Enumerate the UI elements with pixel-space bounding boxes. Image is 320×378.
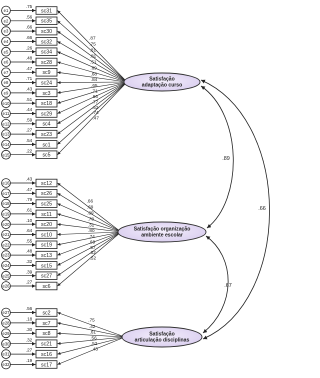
error-label: e17 — [2, 190, 10, 196]
latent-factor-label: adaptação curso — [141, 82, 183, 89]
factor-loading-label: .75 — [88, 317, 95, 323]
factor-loading-label: .69 — [88, 239, 96, 245]
observed-item-label: sc4 — [42, 121, 51, 128]
observed-item-label: sc23 — [41, 132, 52, 138]
r-squared-label: .66 — [25, 35, 33, 40]
r-squared-label: .27 — [25, 347, 33, 353]
observed-item-label: sc29 — [41, 111, 52, 118]
factor-loading-label: .84 — [90, 77, 98, 83]
latent-factor-label: Satisfação — [149, 331, 175, 338]
observed-item-label: sc21 — [41, 341, 52, 348]
r-squared-label: .54 — [25, 138, 33, 143]
observed-item-label: sc13 — [41, 253, 52, 259]
observed-item-label: sc35 — [41, 18, 52, 25]
error-label: e18 — [2, 201, 10, 207]
error-label: e5 — [3, 49, 9, 55]
error-label: e1 — [3, 8, 9, 14]
error-label: e9 — [3, 90, 9, 96]
latent-factor-label: ambiente escolar — [141, 232, 183, 239]
factor-loading-label: .71 — [91, 88, 98, 94]
error-label: e26 — [2, 283, 10, 289]
error-label: e31 — [2, 351, 10, 357]
factor-loading-label: .74 — [92, 110, 99, 116]
r-squared-label: .44 — [25, 107, 33, 113]
factor-loading-label: .31 — [87, 222, 95, 228]
r-squared-label: .79 — [25, 197, 33, 203]
error-label: e29 — [2, 330, 10, 336]
error-label: e28 — [2, 320, 10, 326]
r-squared-label: .18 — [25, 316, 33, 322]
error-label: e21 — [2, 232, 10, 238]
error-label: e27 — [2, 310, 10, 316]
nodes-layer — [2, 4, 206, 369]
r-squared-label: .43 — [25, 176, 33, 182]
r-squared-label: .19 — [25, 358, 33, 364]
observed-item-label: sc6 — [42, 283, 51, 290]
factor-loading-label: .52 — [90, 341, 98, 347]
factor-loading-label: .75 — [89, 41, 96, 47]
observed-item-label: sc30 — [41, 29, 52, 35]
factor-loading-label: .81 — [89, 47, 97, 53]
observed-item-label: sc3 — [42, 90, 51, 97]
factor-loading-label: .89 — [87, 210, 94, 216]
error-label: e13 — [2, 131, 10, 137]
r-squared-label: .71 — [25, 76, 33, 82]
error-label: e30 — [2, 341, 10, 347]
error-label: e23 — [2, 252, 10, 258]
error-label: e20 — [2, 221, 10, 227]
factor-loading-label: .52 — [89, 255, 97, 261]
r-squared-label: .39 — [25, 269, 33, 275]
observed-item-label: sc18 — [41, 101, 52, 108]
r-squared-label: .32 — [25, 337, 33, 343]
r-squared-label: .22 — [25, 148, 33, 154]
r-squared-label: .26 — [25, 45, 33, 51]
r-squared-label: .48 — [25, 248, 33, 254]
observed-item-label: sc32 — [41, 39, 52, 46]
correlation-value: .66 — [258, 206, 266, 212]
r-squared-label: .55 — [25, 238, 33, 244]
observed-item-label: sc25 — [41, 201, 52, 208]
r-squared-label: .66 — [25, 24, 33, 30]
error-label: e4 — [3, 39, 9, 44]
correlation-value: .89 — [222, 156, 230, 162]
r-squared-label: .43 — [25, 86, 33, 92]
observed-item-label: sc34 — [41, 49, 52, 56]
factor-loading-label: .87 — [89, 35, 96, 41]
r-squared-label: .64 — [25, 228, 33, 234]
observed-item-label: sc15 — [41, 263, 52, 270]
observed-item-label: sc17 — [41, 362, 52, 369]
factor-loading-label: .66 — [91, 93, 98, 99]
latent-factor-label: Satisfação organização — [133, 226, 191, 233]
error-label: e8 — [3, 80, 9, 86]
r-squared-label: .75 — [25, 4, 33, 10]
factor-loading-label: .52 — [92, 104, 99, 110]
factor-loading-label: .69 — [86, 204, 94, 210]
observed-item-label: sc11 — [41, 211, 52, 218]
error-label: e2 — [3, 18, 9, 24]
r-squared-label: .10 — [25, 217, 33, 223]
error-label: e6 — [3, 59, 9, 65]
error-label: e7 — [3, 69, 9, 75]
error-label: e25 — [2, 273, 10, 279]
observed-item-label: sc16 — [41, 352, 52, 358]
factor-loading-label: .51 — [90, 59, 97, 65]
factor-loading-label: .62 — [89, 250, 96, 256]
correlation-layer — [201, 80, 270, 339]
factor-loading-label: .56 — [90, 335, 97, 341]
factor-loading-label: .78 — [87, 216, 94, 222]
r-squared-label: .48 — [25, 55, 33, 61]
observed-item-label: sc1 — [42, 142, 51, 149]
observed-item-label: sc27 — [41, 273, 52, 280]
error-label: e10 — [2, 100, 10, 106]
error-label: e24 — [2, 263, 10, 268]
error-label: e11 — [2, 111, 10, 117]
r-squared-label: .47 — [25, 186, 33, 192]
factor-loading-label: .66 — [86, 198, 94, 204]
observed-item-label: sc20 — [41, 222, 52, 229]
observed-item-label: sc2 — [42, 310, 51, 317]
observed-item-label: sc26 — [41, 191, 52, 198]
r-squared-label: .51 — [25, 96, 33, 102]
factor-loading-label: .47 — [92, 115, 99, 121]
r-squared-label: .61 — [25, 207, 33, 213]
r-squared-label: .47 — [25, 65, 33, 71]
r-squared-label: .27 — [25, 279, 33, 285]
observed-item-label: sc8 — [42, 331, 51, 338]
r-squared-label: .56 — [25, 14, 33, 20]
factor-loading-label: .43 — [91, 346, 98, 352]
r-squared-label: .32 — [25, 259, 33, 264]
r-squared-label: .56 — [25, 306, 33, 312]
factor-loading-label: .77 — [91, 99, 99, 105]
observed-item-label: sc24 — [41, 80, 52, 87]
latent-factor-label: articulação disciplinas — [134, 337, 190, 344]
error-label: e19 — [2, 211, 10, 217]
error-label: e15 — [2, 152, 10, 158]
factor-loading-label: .61 — [89, 329, 96, 335]
error-label: e3 — [3, 28, 9, 34]
r-squared-label: .59 — [25, 117, 33, 123]
error-label: e14 — [2, 142, 10, 147]
r-squared-label: .27 — [25, 127, 33, 133]
factor-loading-label: .74 — [88, 233, 95, 239]
observed-item-label: sc7 — [42, 320, 51, 327]
factor-loading-label: .81 — [89, 53, 97, 59]
observed-item-label: sc12 — [41, 180, 52, 187]
observed-item-label: sc19 — [41, 242, 52, 249]
error-label: e22 — [2, 242, 10, 248]
error-label: e32 — [2, 362, 10, 368]
factor-loading-label: .42 — [88, 323, 96, 329]
observed-item-label: sc31 — [41, 8, 52, 15]
factor-loading-label: .65 — [91, 82, 98, 88]
observed-item-label: sc28 — [41, 59, 52, 66]
observed-item-label: sc9 — [42, 70, 51, 77]
error-label: e12 — [2, 121, 10, 127]
latent-factor-label: Satisfação — [149, 76, 175, 83]
r-squared-label: .30 — [25, 326, 33, 332]
factor-loading-label: .57 — [89, 244, 96, 250]
factor-loading-label: .68 — [90, 71, 97, 77]
error-label: e16 — [2, 180, 10, 186]
observed-item-label: sc10 — [41, 232, 52, 239]
factor-loading-label: .69 — [90, 65, 97, 71]
factor-loading-label: .80 — [88, 228, 95, 234]
correlation-value: .67 — [224, 283, 232, 289]
observed-item-label: sc5 — [42, 152, 51, 159]
